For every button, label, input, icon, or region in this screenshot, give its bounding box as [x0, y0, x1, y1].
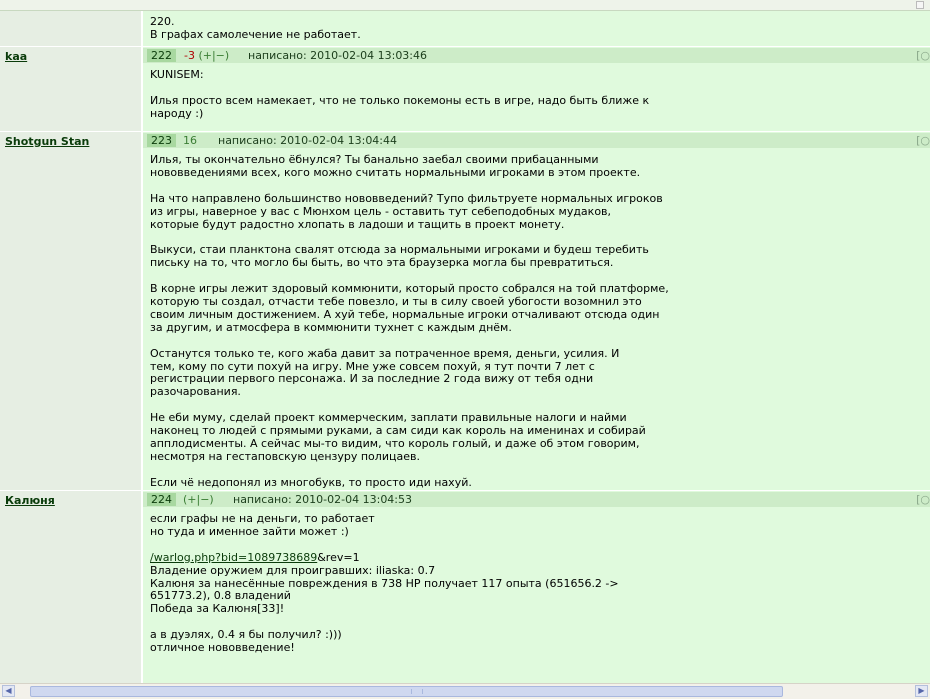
quote-icon[interactable]: [○: [916, 49, 930, 62]
rating-value: 16: [183, 134, 197, 147]
post-header: [143, 48, 930, 63]
author-link[interactable]: kaa: [5, 50, 28, 63]
scroll-right-icon[interactable]: ▶: [915, 685, 928, 697]
scroll-corner-box: [916, 1, 924, 9]
vote-buttons[interactable]: (+|−): [183, 493, 214, 506]
forum-post: [0, 11, 930, 46]
author-link[interactable]: Калюня: [5, 494, 55, 507]
rating-value: -3: [184, 49, 195, 62]
forum-post: [0, 491, 930, 683]
post-number[interactable]: 222: [147, 49, 176, 62]
post-text: Илья, ты окончательно ёбнулся? Ты банально заебал своими прибацанными нововведениями всех, кого можно считать нормальными игроками в этом проекте. На что направлено большинство нововведений? Тупо фильтруете нормальных игроков из игры, наверное у вас с Мюнхом цель - оставить тут себеподобных мудаков, которые будут радостно хлопать в ладоши и тащить в проект монету. Выкуси, стаи планктона свалят отсюда за нормальными игроками и будеш теребить письку на то, что могло бы быть, во что эта браузерка могла бы превратиться. В корне игры лежит здоровый коммюнити, который просто собрался на той платформе, которую ты создал, отчасти тебе повезло, и ты в силу своей убогости возомнил это своим личным достижением. А хуй тебе, нормальные игроки отчаливают отсюда один за другим, и атмосфера в коммюнити тухнет с каждым днём. Останутся только те, кого жаба давит за потраченное время, деньги, усилия. И тем, кому по сути похуй на игру. Мне уже совсем похуй, я тут почти 7 лет с регистрации первого персонажа. И за последние 2 года вижу от тебя одни разочарования. Не еби муму, сделай проект коммерческим, заплати правильные налоги и найми наконец то людей с прямыми руками, а сам сиди как король на именинах и собирай апплодисменты. А сейчас мы-то видим, что король голый, и даже об этом говорим, несмотря на гестаповскую цензуру полицаев. Если чё недопонял из многобукв, то просто иди нахуй.: [150, 153, 669, 489]
post-text: KUNISEM: Илья просто всем намекает, что не только покемоны есть в игре, надо быть ближе к народу :): [150, 68, 650, 120]
post-text-log: Владение оружием для проигравших: iliaska: 0.7 Калюня за нанесённые повреждения в 738 HP получает 117 опыта (651656.2 -> 651773.2), 0.8 владений Победа за Калюня[33]! а в дуэлях, 0.4 я бы получил? :))) отличное нововведение!: [150, 563, 619, 655]
quote-icon[interactable]: [○: [916, 134, 930, 147]
post-text-intro: если графы не на деньги, то работает но туда и именное зайти может :): [150, 512, 375, 538]
post-author-cell: [0, 491, 142, 683]
post-author-cell: [0, 47, 142, 131]
forum-post: [0, 132, 930, 490]
post-timestamp: написано: 2010-02-04 13:04:44: [218, 134, 398, 147]
post-number[interactable]: 223: [147, 134, 176, 147]
rating-widget: [184, 49, 229, 62]
scroll-left-icon[interactable]: ◀: [2, 685, 15, 697]
post-timestamp: написано: 2010-02-04 13:04:53: [233, 493, 413, 506]
grip-icon: [411, 689, 423, 694]
post-header: [143, 133, 930, 148]
post-text: 220. В графах самолечение не работает.: [150, 15, 361, 41]
vote-buttons[interactable]: (+|−): [198, 49, 230, 62]
post-body-cell: [143, 47, 930, 131]
post-body-cell: [143, 491, 930, 683]
author-link[interactable]: Shotgun Stan: [5, 135, 90, 148]
post-body-cell: [143, 132, 930, 490]
post-body-cell: [143, 11, 930, 46]
horizontal-scrollbar[interactable]: [0, 683, 930, 699]
window-top-strip: [0, 0, 930, 11]
forum-thread: [0, 11, 930, 683]
post-text: [150, 513, 924, 655]
post-header: [143, 492, 930, 507]
post-number[interactable]: 224: [147, 493, 176, 506]
scrollbar-thumb[interactable]: [30, 686, 783, 697]
post-timestamp: написано: 2010-02-04 13:03:46: [248, 49, 428, 62]
post-author-cell: [0, 11, 142, 46]
warlog-link-tail: &rev=1: [317, 550, 360, 564]
post-author-cell: [0, 132, 142, 490]
quote-icon[interactable]: [○: [916, 493, 930, 506]
forum-post: [0, 47, 930, 131]
warlog-link[interactable]: /warlog.php?bid=1089738689: [150, 550, 318, 564]
